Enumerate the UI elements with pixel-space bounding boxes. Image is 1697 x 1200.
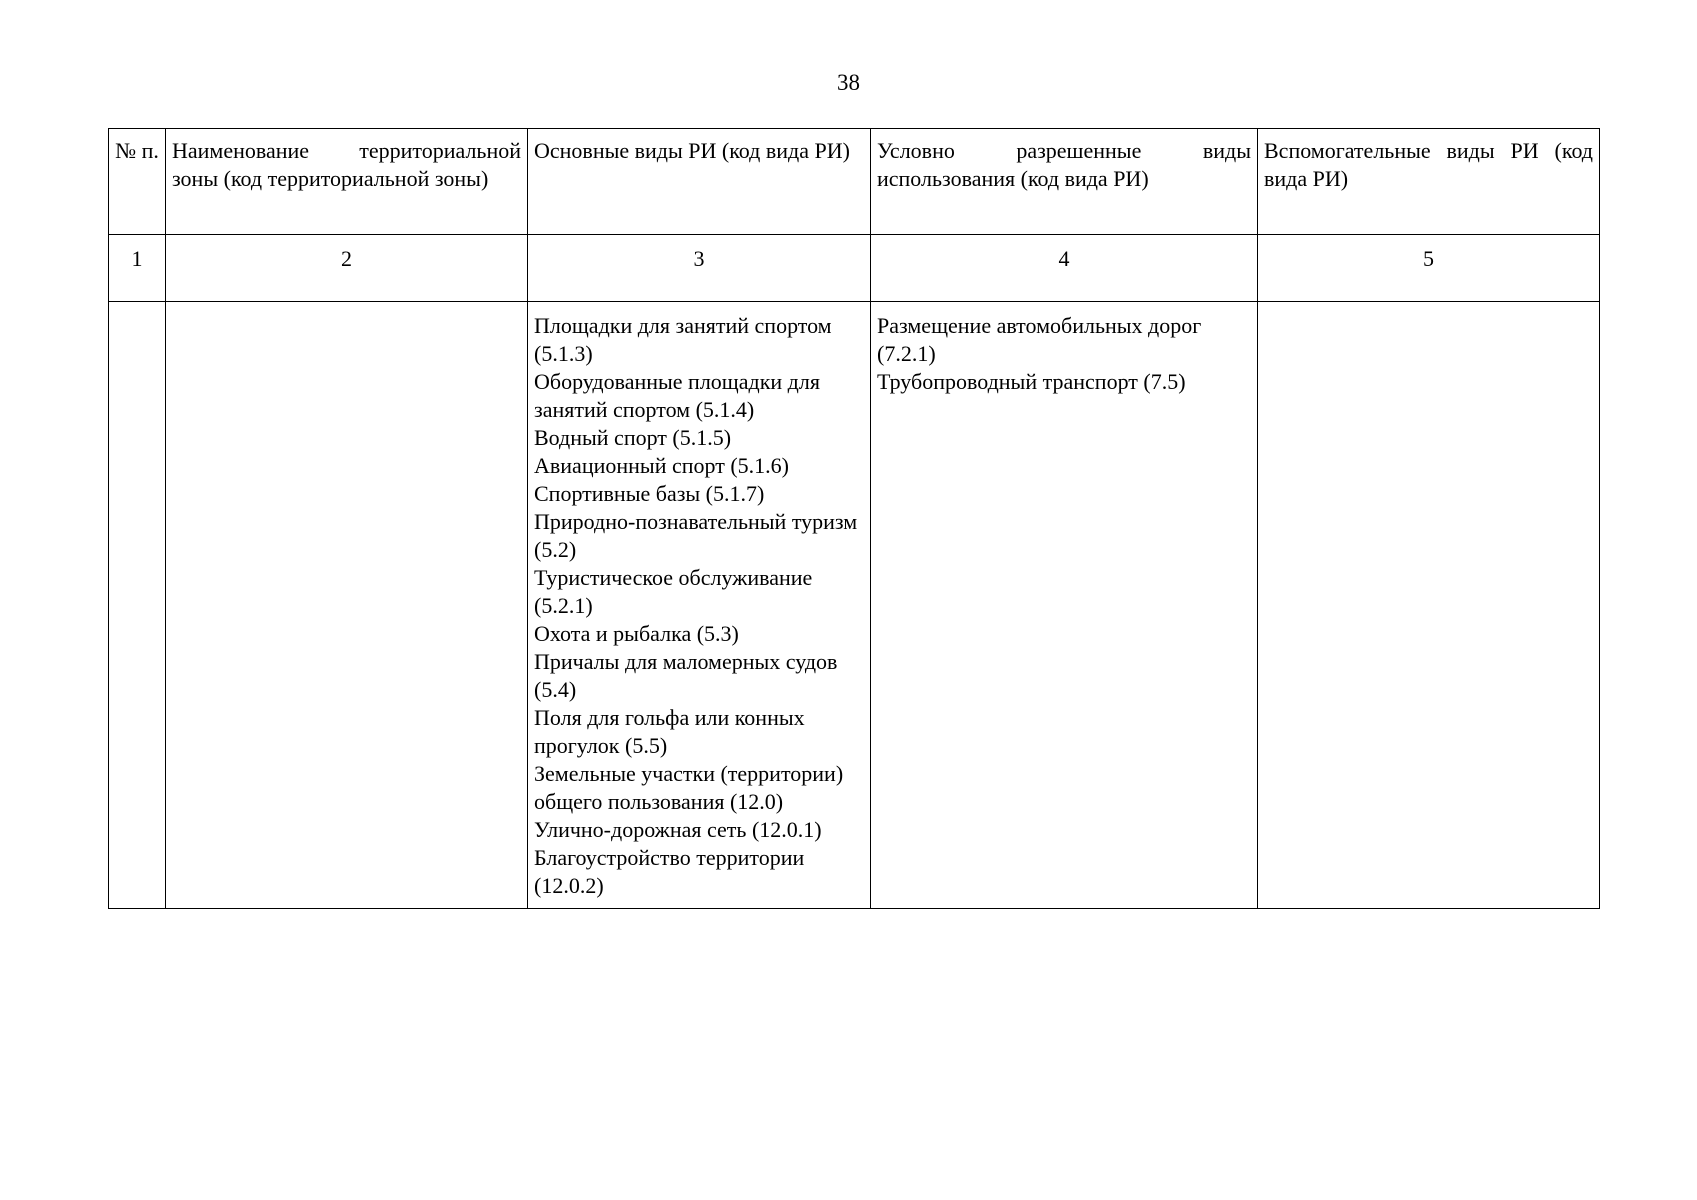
column-number: 3 — [528, 235, 871, 302]
auxiliary-uses-cell — [1258, 302, 1600, 909]
zone-name-cell — [166, 302, 528, 909]
header-conditional-uses: Условно разрешенные виды использования (код вида РИ) — [871, 129, 1258, 235]
main-use-item: Благоустройство территории (12.0.2) — [534, 845, 805, 898]
main-use-item: Охота и рыбалка (5.3) — [534, 621, 739, 646]
main-uses-cell — [528, 302, 871, 909]
conditional-use-item: Размещение автомобильных дорог (7.2.1) — [877, 313, 1202, 366]
main-use-item: Природно-познавательный туризм (5.2) — [534, 509, 858, 562]
main-use-item: Спортивные базы (5.1.7) — [534, 481, 765, 506]
conditional-use-item: Трубопроводный транспорт (7.5) — [877, 369, 1186, 394]
main-use-item: Авиационный спорт (5.1.6) — [534, 453, 789, 478]
header-auxiliary-uses: Вспомогательные виды РИ (код вида РИ) — [1258, 129, 1600, 235]
main-use-item: Земельные участки (территории) общего пользования (12.0) — [534, 761, 844, 814]
main-use-item: Водный спорт (5.1.5) — [534, 425, 732, 450]
table-header-row — [109, 129, 1600, 235]
column-number: 4 — [871, 235, 1258, 302]
header-main-uses: Основные виды РИ (код вида РИ) — [528, 129, 871, 235]
column-number: 5 — [1258, 235, 1600, 302]
header-zone-name: Наименование территориальной зоны (код территориальной зоны) — [166, 129, 528, 235]
main-use-item: Улично-дорожная сеть (12.0.1) — [534, 817, 822, 842]
table-row — [109, 302, 1600, 909]
column-number-row — [109, 235, 1600, 302]
main-use-item: Площадки для занятий спортом (5.1.3) — [534, 313, 832, 366]
header-number: № п. — [109, 129, 166, 235]
main-use-item: Причалы для маломерных судов (5.4) — [534, 649, 838, 702]
column-number: 1 — [109, 235, 166, 302]
main-use-item: Туристическое обслуживание (5.2.1) — [534, 565, 813, 618]
main-use-item: Поля для гольфа или конных прогулок (5.5) — [534, 705, 805, 758]
column-number: 2 — [166, 235, 528, 302]
main-use-item: Оборудованные площадки для занятий спортом (5.1.4) — [534, 369, 820, 422]
land-use-table — [108, 128, 1600, 909]
conditional-uses-cell — [871, 302, 1258, 909]
row-number-cell — [109, 302, 166, 909]
page-number: 38 — [837, 70, 860, 95]
